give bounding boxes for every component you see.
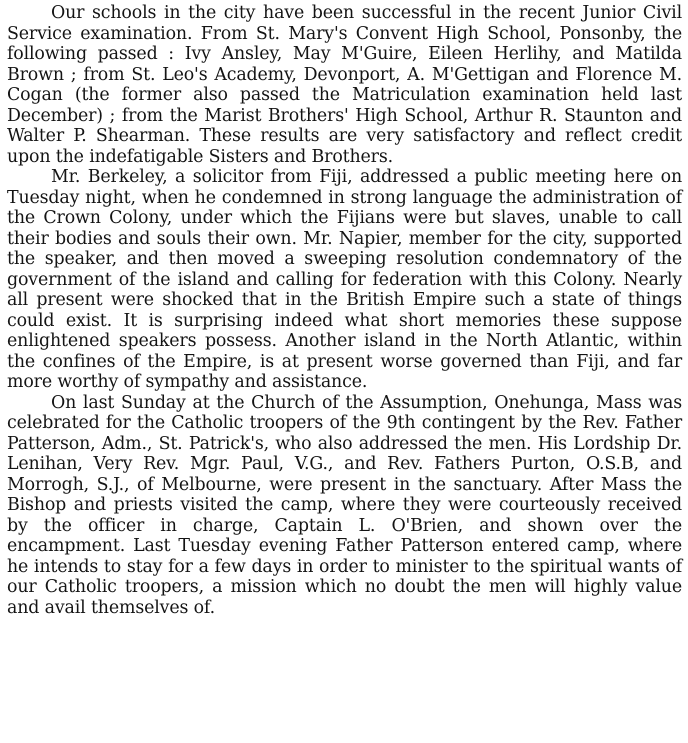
paragraph-school-results: Our schools in the city have been successful in the recent Junior Civil Service examination. From St. Mary's Convent High School, Ponsonby, the following passed : Ivy Ansley, May M'Guire, Eileen Herlihy, and Matilda Brown ; from St. Leo's Academy, Devonport, A. M'Gettigan and Florence M. Cogan (the former also passed the Matriculation examination held last December) ; from the Marist Brothers' High School, Arthur R. Staunton and Walter P. Shearman. These results are very satisfactory and reflect credit upon the indefatigable Sisters and Brothers. — [7, 3, 682, 167]
paragraph-fiji-meeting: Mr. Berkeley, a solicitor from Fiji, addressed a public meeting here on Tuesday night, when he condemned in strong language the administration of the Crown Colony, under which the Fijians were but slaves, unable to call their bodies and souls their own. Mr. Napier, member for the city, supported the speaker, and then moved a sweeping resolution condemnatory of the government of the island and calling for federation with this Colony. Nearly all present were shocked that in the British Empire such a state of things could exist. It is surprising indeed what short memories these suppose enlightened speakers possess. Another island in the North Atlantic, within the confines of the Empire, is at present worse governed than Fiji, and far more worthy of sympathy and assistance. — [7, 167, 682, 392]
paragraph-onehunga-mass: On last Sunday at the Church of the Assumption, Onehunga, Mass was celebrated for the Catholic troopers of the 9th contingent by the Rev. Father Patterson, Adm., St. Patrick's, who also addressed the men. His Lordship Dr. Lenihan, Very Rev. Mgr. Paul, V.G., and Rev. Fathers Purton, O.S.B, and Morrogh, S.J., of Melbourne, were present in the sanctuary. After Mass the Bishop and priests visited the camp, where they were courteously received by the officer in charge, Captain L. O'Brien, and shown over the encampment. Last Tuesday evening Father Patterson entered camp, where he intends to stay for a few days in order to minister to the spiritual wants of our Catholic troopers, a mission which no doubt the men will highly value and avail themselves of. — [7, 392, 682, 618]
